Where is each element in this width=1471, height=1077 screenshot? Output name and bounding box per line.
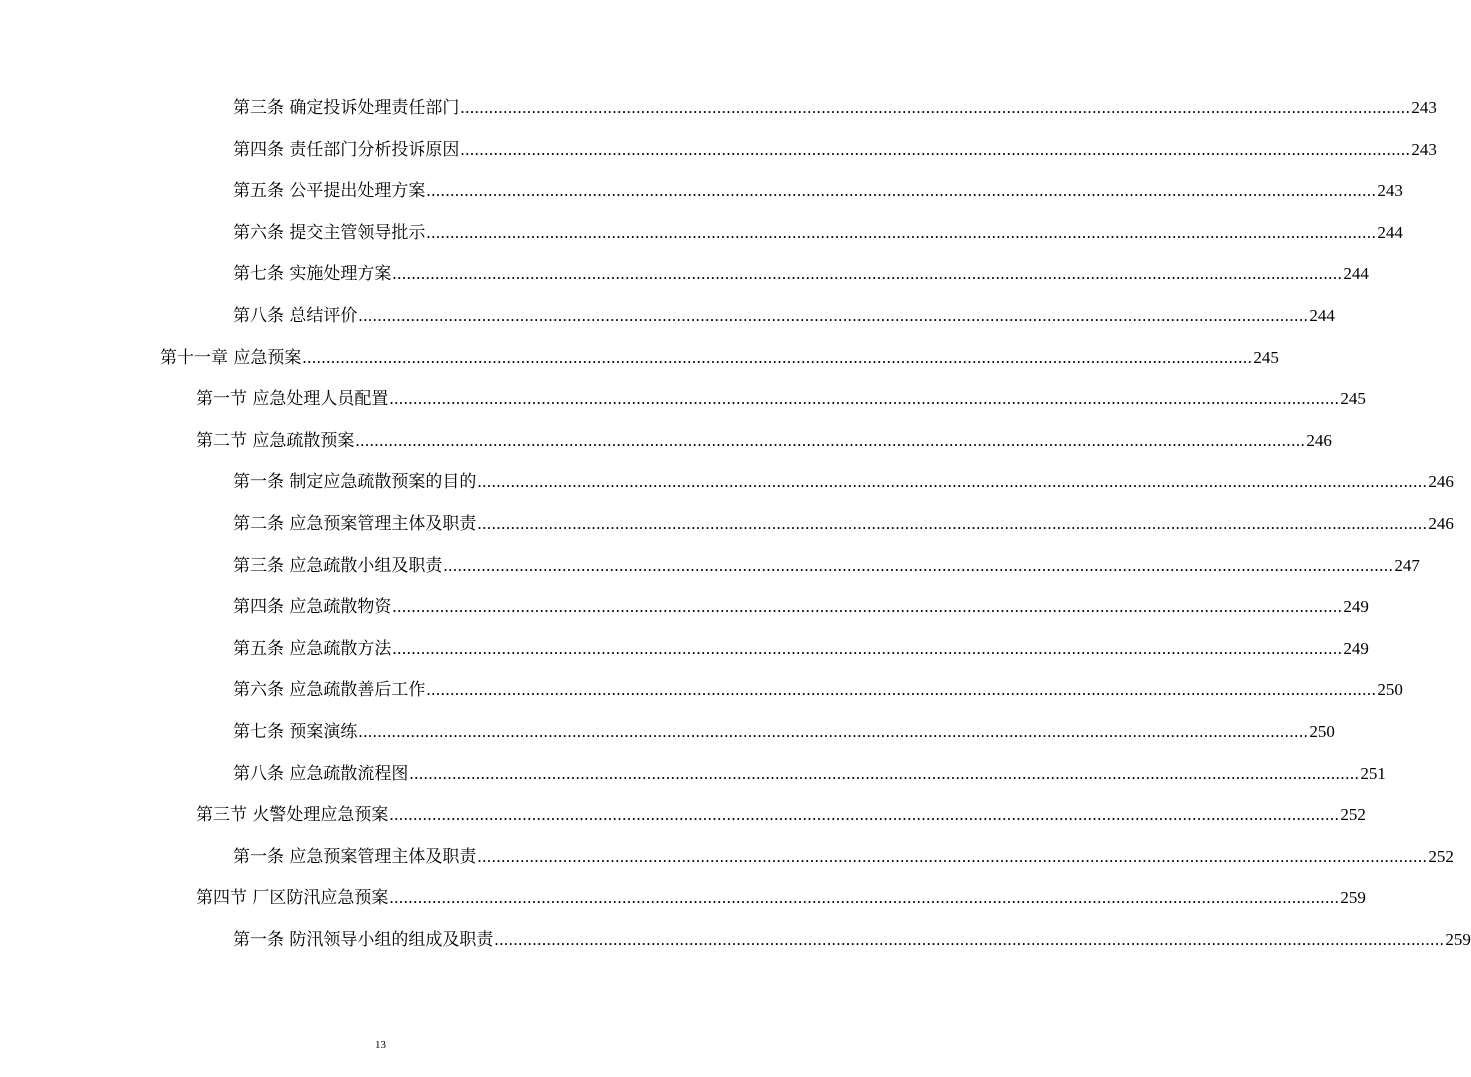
toc-entry[interactable] [233, 554, 1420, 578]
dot-leader: ........................................................................................................................................................................................................ [477, 846, 1428, 866]
toc-entry[interactable] [233, 762, 1386, 786]
dot-leader: ........................................................................................................................................................................................................ [443, 555, 1394, 575]
toc-entry[interactable] [233, 179, 1403, 203]
toc-entry[interactable] [196, 803, 1366, 827]
toc-entry[interactable] [233, 221, 1403, 245]
toc-entry-page: 259 [1340, 888, 1366, 908]
dot-leader: ........................................................................................................................................................................................................ [460, 98, 1411, 117]
dot-leader: ........................................................................................................................................................................................................ [426, 181, 1377, 201]
dot-leader: ........................................................................................................................................................................................................ [426, 680, 1377, 700]
dot-leader: ........................................................................................................................................................................................................ [392, 264, 1343, 284]
toc-entry[interactable] [233, 512, 1454, 536]
toc-entry-page: 244 [1377, 222, 1403, 242]
toc-entry[interactable] [233, 262, 1369, 286]
toc-entry-page: 246 [1428, 514, 1454, 533]
toc-entry[interactable] [233, 595, 1369, 619]
toc-entry-page: 243 [1377, 181, 1403, 201]
dot-leader: ........................................................................................................................................................................................................ [355, 430, 1306, 450]
toc-entry-page: 244 [1309, 306, 1335, 325]
dot-leader: ........................................................................................................................................................................................................ [477, 514, 1428, 533]
toc-entry[interactable] [233, 637, 1369, 661]
dot-leader: ........................................................................................................................................................................................................ [392, 597, 1343, 617]
toc-entry[interactable] [160, 346, 1279, 370]
toc-entry-page: 245 [1340, 389, 1366, 409]
toc-entry-title: 第六条 提交主管领导批示 [233, 222, 426, 243]
toc-entry-page: 243 [1411, 139, 1437, 159]
dot-leader: ........................................................................................................................................................................................................ [392, 638, 1343, 658]
toc-entry-page: 250 [1377, 680, 1403, 700]
toc-entry-title: 第四节 厂区防汛应急预案 [196, 888, 389, 909]
toc-entry[interactable] [233, 720, 1335, 744]
toc-entry[interactable] [196, 886, 1366, 910]
dot-leader: ........................................................................................................................................................................................................ [409, 763, 1360, 783]
toc-entry-page: 251 [1360, 763, 1386, 783]
toc-entry-page: 249 [1343, 597, 1369, 617]
toc-entry[interactable] [233, 678, 1403, 702]
toc-entry[interactable] [196, 387, 1366, 411]
toc-entry-title: 第三条 确定投诉处理责任部门 [233, 98, 460, 118]
toc-entry[interactable] [233, 470, 1454, 494]
toc-entry-page: 249 [1343, 638, 1369, 658]
dot-leader: ........................................................................................................................................................................................................ [389, 888, 1340, 908]
toc-entry-page: 247 [1394, 555, 1420, 575]
toc-entry-page: 244 [1343, 264, 1369, 284]
toc-entry-title: 第二条 应急预案管理主体及职责 [233, 514, 477, 534]
toc-entry-title: 第一条 制定应急疏散预案的目的 [233, 472, 477, 493]
toc-entry-title: 第一条 防汛领导小组的组成及职责 [233, 930, 494, 950]
toc-entry-title: 第一条 应急预案管理主体及职责 [233, 846, 477, 867]
toc-entry-title: 第四条 责任部门分析投诉原因 [233, 139, 460, 160]
page-number: 13 [375, 1039, 386, 1051]
dot-leader: ........................................................................................................................................................................................................ [389, 805, 1340, 825]
dot-leader: ........................................................................................................................................................................................................ [494, 930, 1445, 949]
dot-leader: ........................................................................................................................................................................................................ [460, 139, 1411, 159]
toc-entry-page: 252 [1428, 846, 1454, 866]
toc-entry-title: 第八条 应急疏散流程图 [233, 763, 409, 784]
toc-entry[interactable] [233, 96, 1437, 120]
toc-entry[interactable] [196, 429, 1332, 453]
toc-entry-title: 第八条 总结评价 [233, 306, 358, 326]
toc-entry-title: 第十一章 应急预案 [160, 347, 302, 368]
toc-entry-page: 250 [1309, 722, 1335, 741]
toc-entry[interactable] [233, 304, 1335, 328]
toc-entry-title: 第五条 公平提出处理方案 [233, 181, 426, 202]
toc-entry-page: 245 [1253, 347, 1279, 367]
dot-leader: ........................................................................................................................................................................................................ [302, 347, 1253, 367]
dot-leader: ........................................................................................................................................................................................................ [477, 472, 1428, 492]
toc-entry-page: 246 [1428, 472, 1454, 492]
dot-leader: ........................................................................................................................................................................................................ [389, 389, 1340, 409]
toc-entry[interactable] [233, 928, 1471, 952]
dot-leader: ........................................................................................................................................................................................................ [358, 306, 1309, 325]
toc-entry-title: 第六条 应急疏散善后工作 [233, 680, 426, 701]
toc-entry-title: 第三节 火警处理应急预案 [196, 805, 389, 826]
toc-entry-page: 243 [1411, 98, 1437, 117]
toc-entry-page: 246 [1306, 430, 1332, 450]
toc-entry-title: 第七条 预案演练 [233, 722, 358, 742]
toc-entry-title: 第七条 实施处理方案 [233, 264, 392, 285]
dot-leader: ........................................................................................................................................................................................................ [426, 222, 1377, 242]
toc-entry-title: 第五条 应急疏散方法 [233, 638, 392, 659]
dot-leader: ........................................................................................................................................................................................................ [358, 722, 1309, 741]
toc-entry-title: 第四条 应急疏散物资 [233, 597, 392, 618]
toc-entry[interactable] [233, 138, 1437, 162]
toc-entry[interactable] [233, 845, 1454, 869]
toc-entry-page: 252 [1340, 805, 1366, 825]
toc-entry-title: 第二节 应急疏散预案 [196, 430, 355, 451]
toc-entry-title: 第三条 应急疏散小组及职责 [233, 555, 443, 576]
toc-entry-page: 259 [1445, 930, 1471, 949]
toc-entry-title: 第一节 应急处理人员配置 [196, 389, 389, 410]
